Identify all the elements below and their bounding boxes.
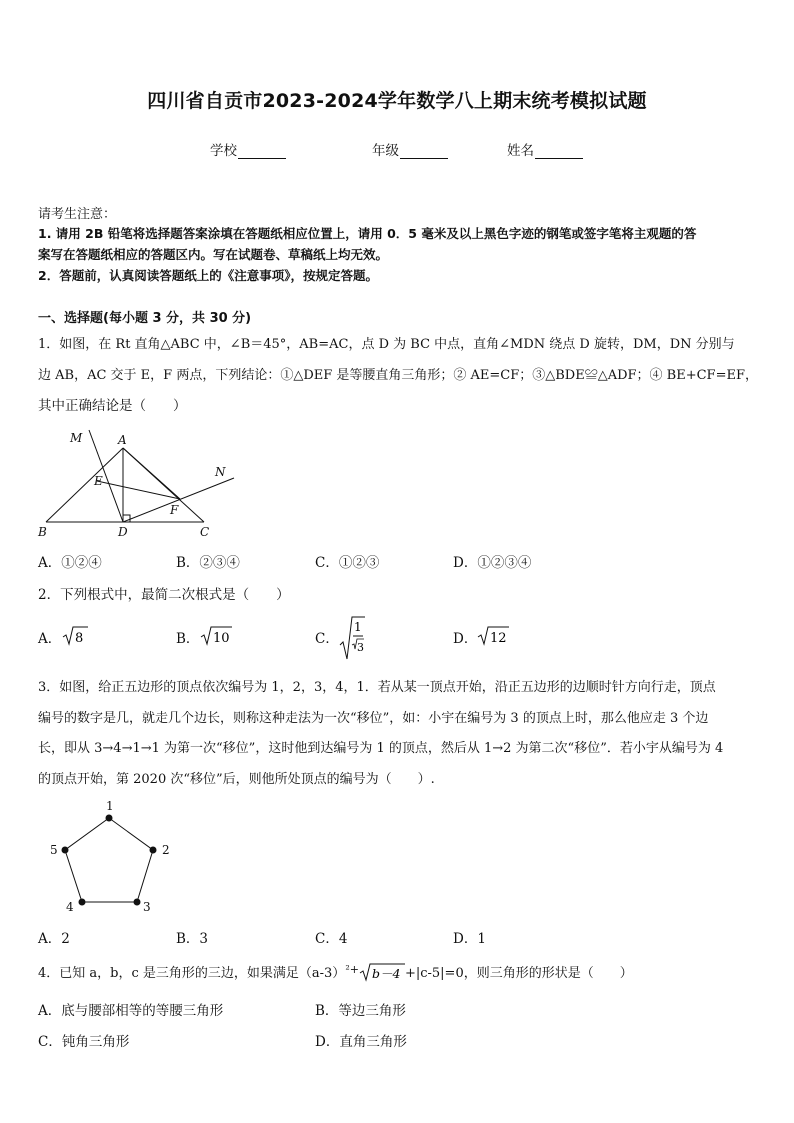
q2-option-d[interactable] xyxy=(453,627,477,647)
q3-pentagon-figure xyxy=(44,796,184,918)
q2-option-c-letter: C． xyxy=(315,631,339,647)
vertex-2 xyxy=(150,847,157,854)
radicand-a: 8 xyxy=(75,631,84,646)
vertex-label-4: 4 xyxy=(66,900,74,914)
vertex-1 xyxy=(106,815,113,822)
label-f: F xyxy=(170,503,179,517)
name-field[interactable] xyxy=(507,139,583,159)
q1-figure xyxy=(34,426,244,540)
radicand-d: 12 xyxy=(490,631,507,646)
name-label: 姓名 xyxy=(507,143,534,159)
q2-option-d-letter: D． xyxy=(453,631,478,647)
grade-blank[interactable] xyxy=(400,145,448,159)
label-d: D xyxy=(118,525,128,539)
radicand-c-denominator: 3 xyxy=(357,641,364,654)
q1-option-c[interactable]: C．①②③ xyxy=(315,555,380,571)
vertex-label-5: 5 xyxy=(50,843,58,857)
grade-label: 年级 xyxy=(372,143,399,159)
label-b: B xyxy=(38,525,47,539)
label-a: A xyxy=(118,433,127,447)
notice-heading: 请考生注意： xyxy=(38,207,117,222)
q1-option-d[interactable]: D．①②③④ xyxy=(453,555,532,571)
notice-item1-line2: 案写在答题纸相应的答题区内。写在试题卷、草稿纸上均无效。 xyxy=(38,247,389,262)
segment-ab xyxy=(46,448,123,522)
label-c: C xyxy=(200,525,210,539)
label-n: N xyxy=(215,465,226,479)
q4-stem xyxy=(38,962,633,982)
q3-line2: 编号的数字是几，就走几个边长，则称这种走法为一次“移位”，如：小宇在编号为 3 的顶点上时，那么他应走 3 个边 xyxy=(38,711,709,726)
q3-line3: 长，即从 3→4→1→1 为第一次“移位”，这时他到达编号为 1 的顶点，然后从 1→2 为第二次“移位”．若小宇从编号为 4 xyxy=(38,741,724,756)
school-blank[interactable] xyxy=(238,145,286,159)
radicand-c-numerator: 1 xyxy=(354,620,362,634)
segment-ef xyxy=(97,481,180,499)
q4-radical xyxy=(359,962,405,982)
q3-option-a[interactable]: A．2 xyxy=(38,931,70,947)
q2-option-b-letter: B． xyxy=(176,631,200,647)
q1-option-b[interactable]: B．②③④ xyxy=(176,555,240,571)
q2-option-c[interactable] xyxy=(315,627,339,647)
q4-option-c[interactable]: C．钝角三角形 xyxy=(38,1034,130,1050)
q1-line2: 边 AB，AC 交于 E，F 两点，下列结论：①△DEF 是等腰直角三角形；② AE=CF；③△BDE≌△ADF；④ BE+CF=EF， xyxy=(38,368,758,383)
label-e: E xyxy=(94,474,103,488)
notice-item2: 2．答题前，认真阅读答题纸上的《注意事项》，按规定答题。 xyxy=(38,268,378,283)
vertex-label-1: 1 xyxy=(106,799,114,813)
segment-af xyxy=(123,448,180,499)
q4-stem-after: +|c-5|=0，则三角形的形状是（ ） xyxy=(404,966,633,981)
school-field[interactable] xyxy=(210,139,286,159)
name-blank[interactable] xyxy=(535,145,583,159)
q3-option-b[interactable]: B．3 xyxy=(176,931,209,947)
vertex-label-3: 3 xyxy=(143,900,151,914)
q3-option-c[interactable]: C．4 xyxy=(315,931,348,947)
q2-option-d-radical xyxy=(477,625,509,647)
q2-option-a-radical xyxy=(62,625,88,647)
pentagon xyxy=(65,818,153,902)
q1-line3: 其中正确结论是（ ） xyxy=(38,398,187,414)
q1-line1: 1．如图，在 Rt 直角△ABC 中，∠B＝45°，AB=AC，点 D 为 BC 中点，直角∠MDN 绕点 D 旋转，DM，DN 分别与 xyxy=(38,337,735,352)
grade-field[interactable] xyxy=(372,139,448,159)
ray-dn xyxy=(123,478,234,522)
q4-radicand: b－4 xyxy=(371,966,401,981)
page-title: 四川省自贡市2023-2024学年数学八上期末统考模拟试题 xyxy=(147,90,647,112)
q2-option-c-radical xyxy=(339,615,365,661)
q4-option-a[interactable]: A．底与腰部相等的等腰三角形 xyxy=(38,1003,224,1019)
school-label: 学校 xyxy=(210,143,237,159)
q4-option-d[interactable]: D．直角三角形 xyxy=(315,1034,407,1050)
q4-stem-mid: ²+ xyxy=(345,963,359,976)
vertex-5 xyxy=(62,847,69,854)
q2-stem: 2．下列根式中，最简二次根式是（ ） xyxy=(38,587,290,603)
q3-line4: 的顶点开始，第 2020 次“移位”后，则他所处顶点的编号为（ ）. xyxy=(38,772,435,787)
vertex-4 xyxy=(79,899,86,906)
q2-option-a[interactable] xyxy=(38,627,61,647)
section-heading: 一、选择题(每小题 3 分，共 30 分) xyxy=(38,311,252,326)
label-m: M xyxy=(70,431,83,445)
q3-option-d[interactable]: D．1 xyxy=(453,931,486,947)
q2-option-b[interactable] xyxy=(176,627,199,647)
q3-line1: 3．如图，给正五边形的顶点依次编号为 1，2，3，4，1．若从某一顶点开始，沿正五边形的边顺时针方向行走，顶点 xyxy=(38,680,716,695)
vertex-3 xyxy=(134,899,141,906)
q2-option-a-letter: A． xyxy=(38,631,62,647)
notice-item1-line1: 1. 请用 2B 铅笔将选择题答案涂填在答题纸相应位置上，请用 0．5 毫米及以上黑色字迹的钢笔或签字笔将主观题的答 xyxy=(38,226,697,241)
q1-option-a[interactable]: A．①②④ xyxy=(38,555,102,571)
q4-stem-before: 4．已知 a，b，c 是三角形的三边，如果满足（a-3） xyxy=(38,966,346,981)
q2-option-b-radical xyxy=(200,625,232,647)
q4-option-b[interactable]: B．等边三角形 xyxy=(315,1003,406,1019)
radicand-b: 10 xyxy=(213,631,230,646)
vertex-label-2: 2 xyxy=(162,843,170,857)
